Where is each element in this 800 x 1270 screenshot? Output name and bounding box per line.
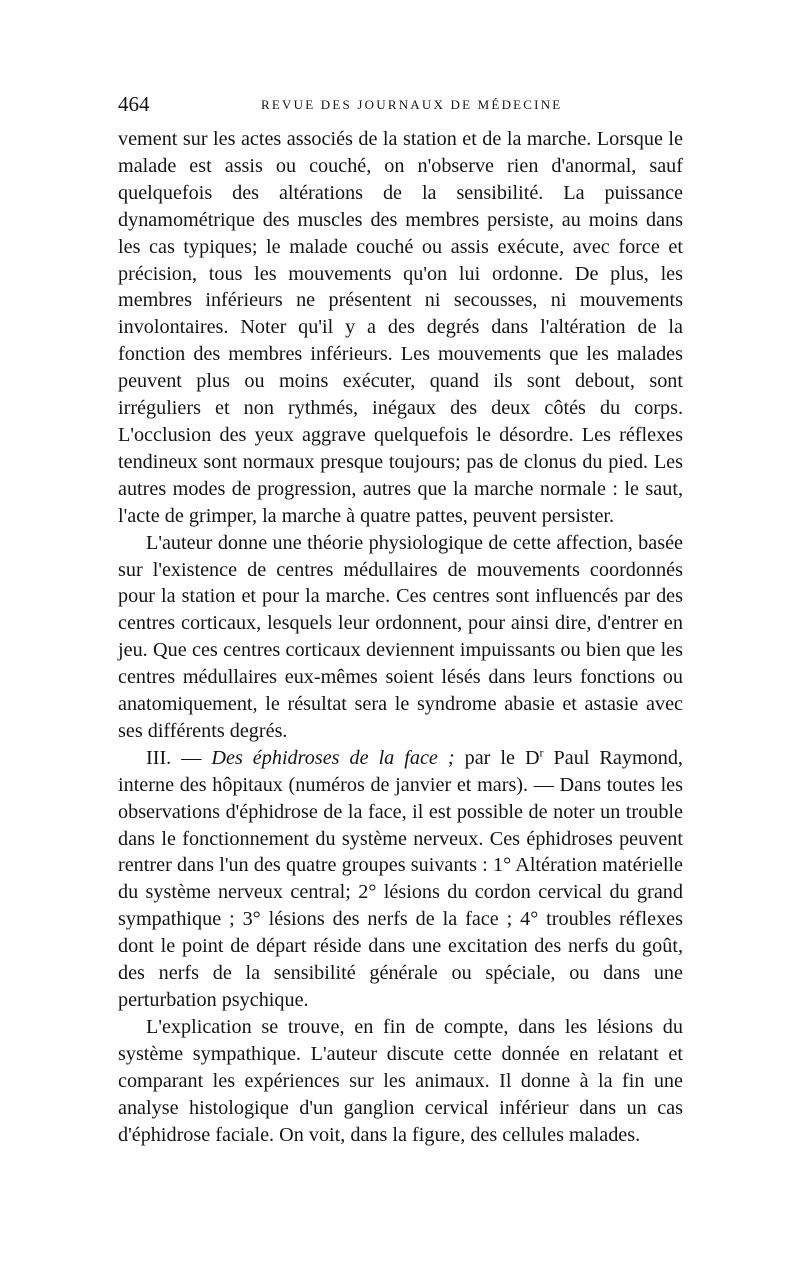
paragraph-2: L'auteur donne une théorie physiologique de cette affection, basée sur l'existence de centres médullaires de mouvements coordonnés pour la station et pour la marche. Ces centres sont influencés par des centres corticaux, lesquels leur ordonnent, pour ainsi dire, d'entrer en jeu. Que ces centres corticaux deviennent impuissants ou bien que les centres médullaires eux-mêmes soient lésés dans leurs fonctions ou anatomiquement, le résultat sera le syndrome abasie et astasie avec ses différents degrés. [118, 531, 683, 742]
section-number: III. — [146, 746, 202, 769]
document-page [118, 92, 683, 1148]
page-number: 464 [118, 92, 150, 116]
page-header [118, 92, 683, 118]
paragraph-3 [118, 745, 683, 1014]
running-head: REVUE DES JOURNAUX DE MÉDECINE [261, 97, 563, 112]
author-superscript: r [539, 745, 544, 760]
body-text [118, 126, 683, 1148]
paragraph-1: vement sur les actes associés de la station et de la marche. Lorsque le malade est assis ou couché, on n'observe rien d'anormal, sauf quelquefois des altérations de la sensibilité. La puissance dynamométrique des muscles des membres persiste, au moins dans les cas typiques; le malade couché ou assis exécute, avec force et précision, tous les mouvements qu'on lui ordonne. De plus, les membres inférieurs ne présentent ni secousses, ni mouvements involontaires. Noter qu'il y a des degrés dans l'altération de la fonction des membres inférieurs. Les mouvements que les malades peuvent plus ou moins exécuter, quand ils sont debout, sont irréguliers et non rythmés, inégaux des deux côtés du corps. L'occlusion des yeux aggrave quelquefois le désordre. Les réflexes tendineux sont normaux presque toujours; pas de clonus du pied. Les autres modes de progression, autres que la marche normale : le saut, l'acte de grimper, la marche à quatre pattes, peuvent persister. [118, 128, 683, 527]
section-title: Des éphidroses de la face ; [211, 746, 455, 769]
section-body: Paul Raymond, interne des hôpitaux (numéros de janvier et mars). — Dans toutes les observations d'éphidrose de la face, il est possible de noter un trouble dans le fonctionnement du système nerveux. Ces éphidroses peuvent rentrer dans l'un des quatre groupes suivants : 1° Altération matérielle du système nerveux central; 2° lésions du cordon cervical du grand sympathique ; 3° lésions des nerfs de la face ; 4° troubles réflexes dont le point de départ réside dans une excitation des nerfs du goût, des nerfs de la sensibilité générale ou spéciale, ou dans une perturbation psychique. [118, 746, 683, 1011]
author-prefix: par le D [464, 746, 540, 769]
paragraph-4: L'explication se trouve, en fin de compte, dans les lésions du système sympathique. L'auteur discute cette donnée en relatant et comparant les expériences sur les animaux. Il donne à la fin une analyse histologique d'un ganglion cervical inférieur dans un cas d'éphidrose faciale. On voit, dans la figure, des cellules malades. [118, 1015, 683, 1146]
